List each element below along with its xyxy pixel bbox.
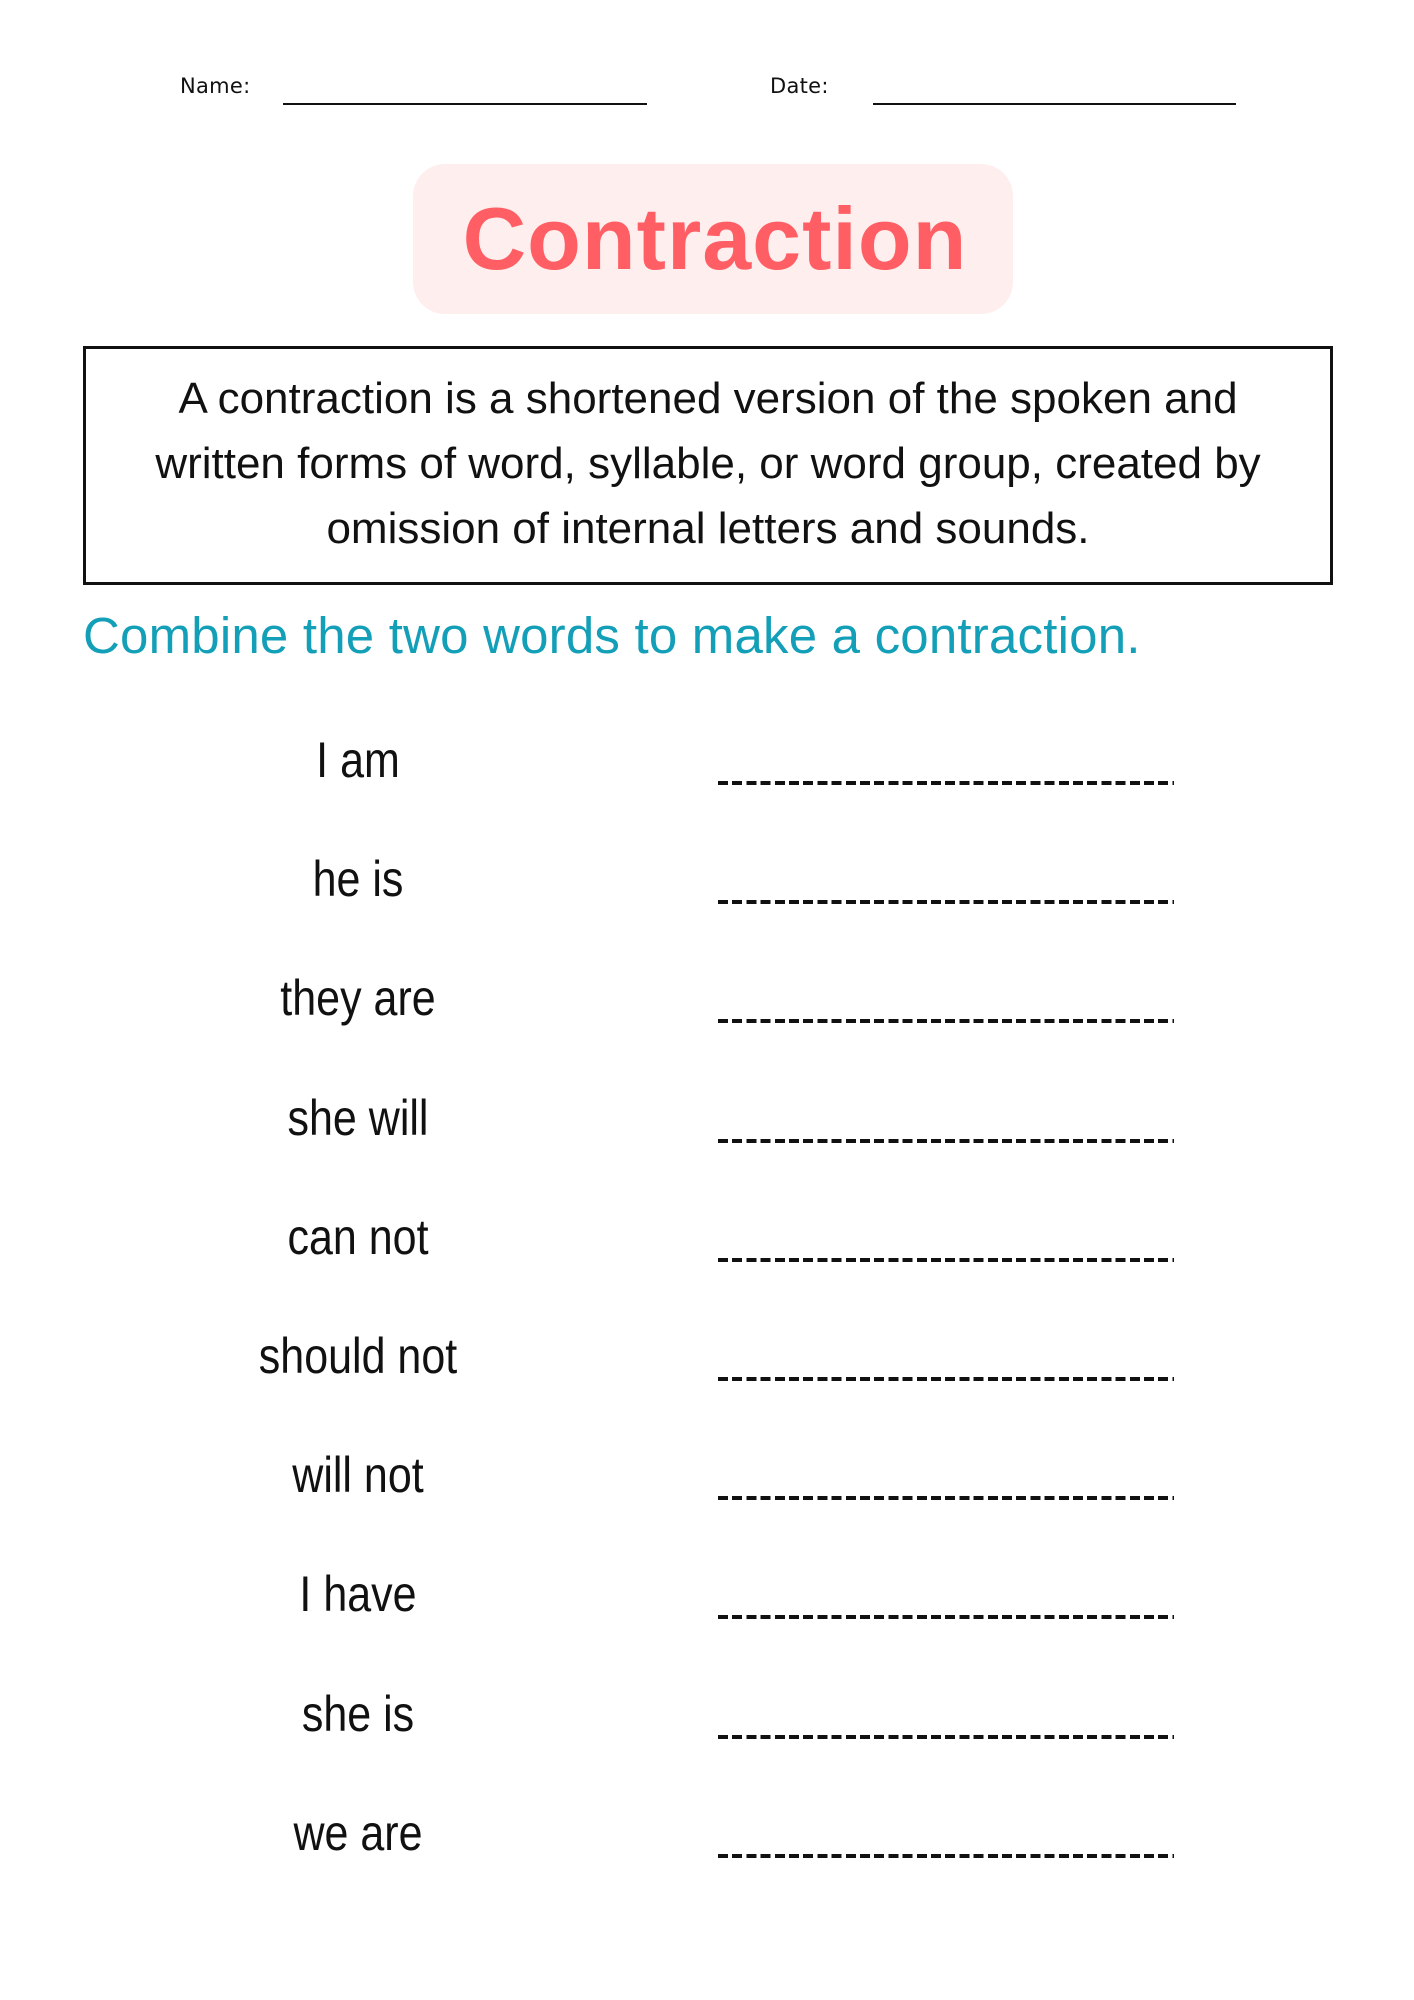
exercise-row: [0, 1673, 1414, 1753]
exercise-row: [0, 1553, 1414, 1633]
word-pair: can not: [287, 1209, 429, 1265]
exercise-row: [0, 838, 1414, 918]
date-field[interactable]: [873, 103, 1236, 105]
exercise-row: [0, 1434, 1414, 1514]
answer-blank[interactable]: [718, 1496, 1174, 1500]
definition-box: [83, 346, 1333, 585]
exercise-row: [0, 1315, 1414, 1395]
answer-blank[interactable]: [718, 1139, 1174, 1143]
answer-blank[interactable]: [718, 1854, 1174, 1858]
exercise-row: [0, 1792, 1414, 1872]
word-pair: she will: [287, 1090, 429, 1146]
instruction-text: Combine the two words to make a contraction.: [83, 607, 1141, 664]
answer-blank[interactable]: [718, 1258, 1174, 1262]
word-pair: they are: [280, 970, 436, 1026]
answer-blank[interactable]: [718, 1735, 1174, 1739]
exercise-row: [0, 719, 1414, 799]
name-field[interactable]: [283, 103, 647, 105]
word-pair: we are: [293, 1805, 423, 1861]
exercise-row: [0, 957, 1414, 1037]
word-pair: I am: [316, 732, 400, 788]
word-pair: I have: [299, 1566, 417, 1622]
answer-blank[interactable]: [718, 1615, 1174, 1619]
answer-blank[interactable]: [718, 900, 1174, 904]
name-label: Name:: [180, 74, 251, 98]
word-pair: she is: [301, 1686, 415, 1742]
definition-text: A contraction is a shortened version of the spoken and written forms of word, syllable, or word group, created by omission of internal letters and sounds.: [155, 374, 1261, 553]
date-label: Date:: [770, 74, 829, 98]
exercise-row: [0, 1196, 1414, 1276]
answer-blank[interactable]: [718, 1377, 1174, 1381]
answer-blank[interactable]: [718, 1019, 1174, 1023]
word-pair: will not: [292, 1447, 424, 1503]
word-pair: should not: [258, 1328, 458, 1384]
word-pair: he is: [312, 851, 404, 907]
title-banner: [413, 164, 1013, 314]
page-title: Contraction: [462, 189, 968, 288]
exercise-row: [0, 1077, 1414, 1157]
answer-blank[interactable]: [718, 781, 1174, 785]
